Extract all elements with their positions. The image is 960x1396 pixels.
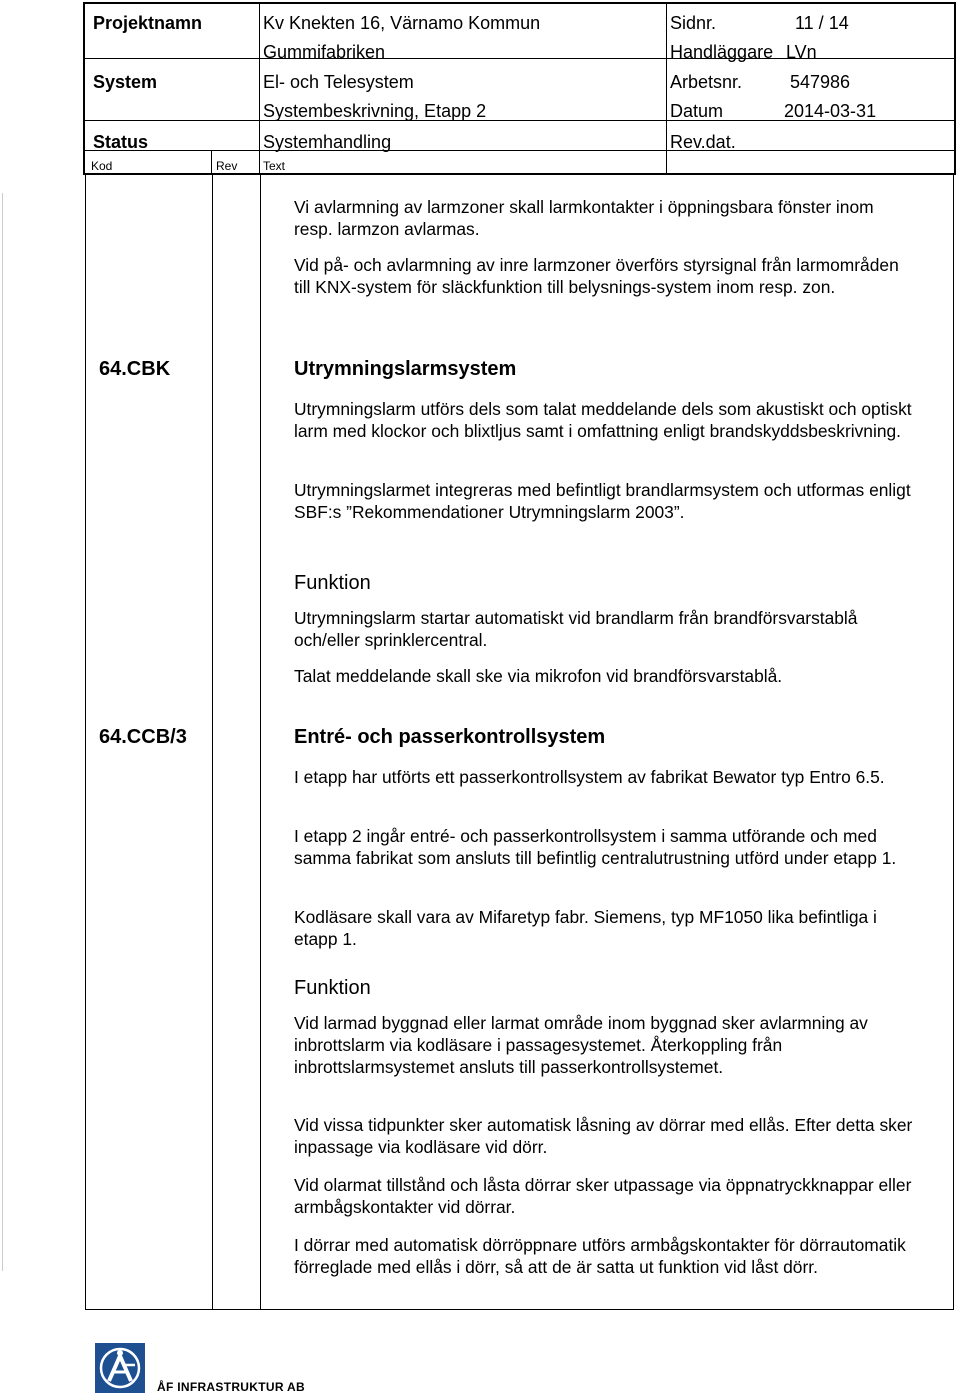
paragraph: I etapp 2 ingår entré- och passerkontrollsystem i samma utförande och med samma fabrikat som ansluts till befintlig centralutrustning utförd under etapp 1. (294, 826, 897, 868)
system-label: System (93, 72, 158, 92)
company-name: ÅF INFRASTRUKTUR AB (157, 1380, 305, 1394)
handlaggare-value: LVn (786, 42, 817, 62)
projektnamn-label: Projektnamn (93, 13, 203, 33)
paragraph: Vid olarmat tillstånd och låsta dörrar sker utpassage via öppnatryckknappar eller armbågskontakter vid dörrar. (294, 1175, 912, 1217)
paragraph: Utrymningslarm startar automatiskt vid brandlarm från brandförsvarstablå och/eller sprinklercentral. (294, 608, 858, 650)
section-code: 64.CCB/3 (99, 726, 187, 748)
system-value: El- och Telesystem (263, 72, 414, 92)
handlaggare-label: Handläggare (670, 42, 774, 62)
paragraph: Talat meddelande skall ske via mikrofon vid brandförsvarstablå. (294, 666, 783, 686)
document-header (83, 2, 956, 175)
datum-label: Datum (670, 101, 724, 121)
paragraph: I etapp har utförts ett passerkontrollsystem av fabrikat Bewator typ Entro 6.5. (294, 767, 885, 787)
column-rev: Rev (216, 159, 238, 173)
paragraph: Utrymningslarm utförs dels som talat meddelande dels som akustiskt och optiskt larm med klockor och blixtljus samt i omfattning enligt brandskyddsbeskrivning. (294, 399, 912, 441)
arbetsnr-label: Arbetsnr. (670, 72, 743, 92)
paragraph: Kodläsare skall vara av Mifaretyp fabr. Siemens, typ MF1050 lika befintliga i etapp 1. (294, 907, 877, 949)
sidnr-value: 11 / 14 (795, 13, 849, 33)
paragraph: Vid larmad byggnad eller larmat område inom byggnad sker avlarmning av inbrottslarm via kodläsare i passagesystemet. Återkoppling från inbrottslarmsystemet ansluts till passerkontrollsystemet. (294, 1013, 868, 1077)
system-subvalue: Systembeskrivning, Etapp 2 (263, 101, 487, 121)
projektnamn-value: Kv Knekten 16, Värnamo Kommun (263, 13, 541, 33)
subheading: Funktion (294, 977, 371, 999)
paragraph: Vi avlarmning av larmzoner skall larmkontakter i öppningsbara fönster inom resp. larmzon avlarmas. (294, 197, 874, 239)
column-kod: Kod (91, 159, 113, 173)
section-title: Entré- och passerkontrollsystem (294, 726, 606, 748)
column-text: Text (263, 159, 286, 173)
paragraph: Utrymningslarmet integreras med befintligt brandlarmsystem och utformas enligt SBF:s ”Rekommendationer Utrymningslarm 2003”. (294, 480, 911, 522)
status-label: Status (93, 132, 149, 152)
datum-value: 2014-03-31 (784, 101, 877, 121)
sidnr-label: Sidnr. (670, 13, 717, 33)
page-edge-line (2, 193, 3, 1271)
status-value: Systemhandling (263, 132, 392, 152)
paragraph: Vid på- och avlarmning av inre larmzoner överförs styrsignal från larmområden till KNX-system för släckfunktion till belysnings-system inom resp. zon. (294, 255, 899, 297)
subheading: Funktion (294, 572, 371, 594)
revdat-label: Rev.dat. (670, 132, 736, 152)
section-title: Utrymningslarmsystem (294, 358, 517, 380)
arbetsnr-value: 547986 (790, 72, 851, 92)
paragraph: I dörrar med automatisk dörröppnare utförs armbågskontakter för dörrautomatik förreglade med ellås i dörr, så att de är satta ut funktion vid låst dörr. (294, 1235, 906, 1277)
section-code: 64.CBK (99, 358, 171, 380)
paragraph: Vid vissa tidpunkter sker automatisk låsning av dörrar med ellås. Efter detta sker inpassage via kodläsare vid dörr. (294, 1115, 913, 1157)
af-logo-icon (95, 1343, 145, 1393)
projektnamn-subvalue: Gummifabriken (263, 42, 386, 62)
